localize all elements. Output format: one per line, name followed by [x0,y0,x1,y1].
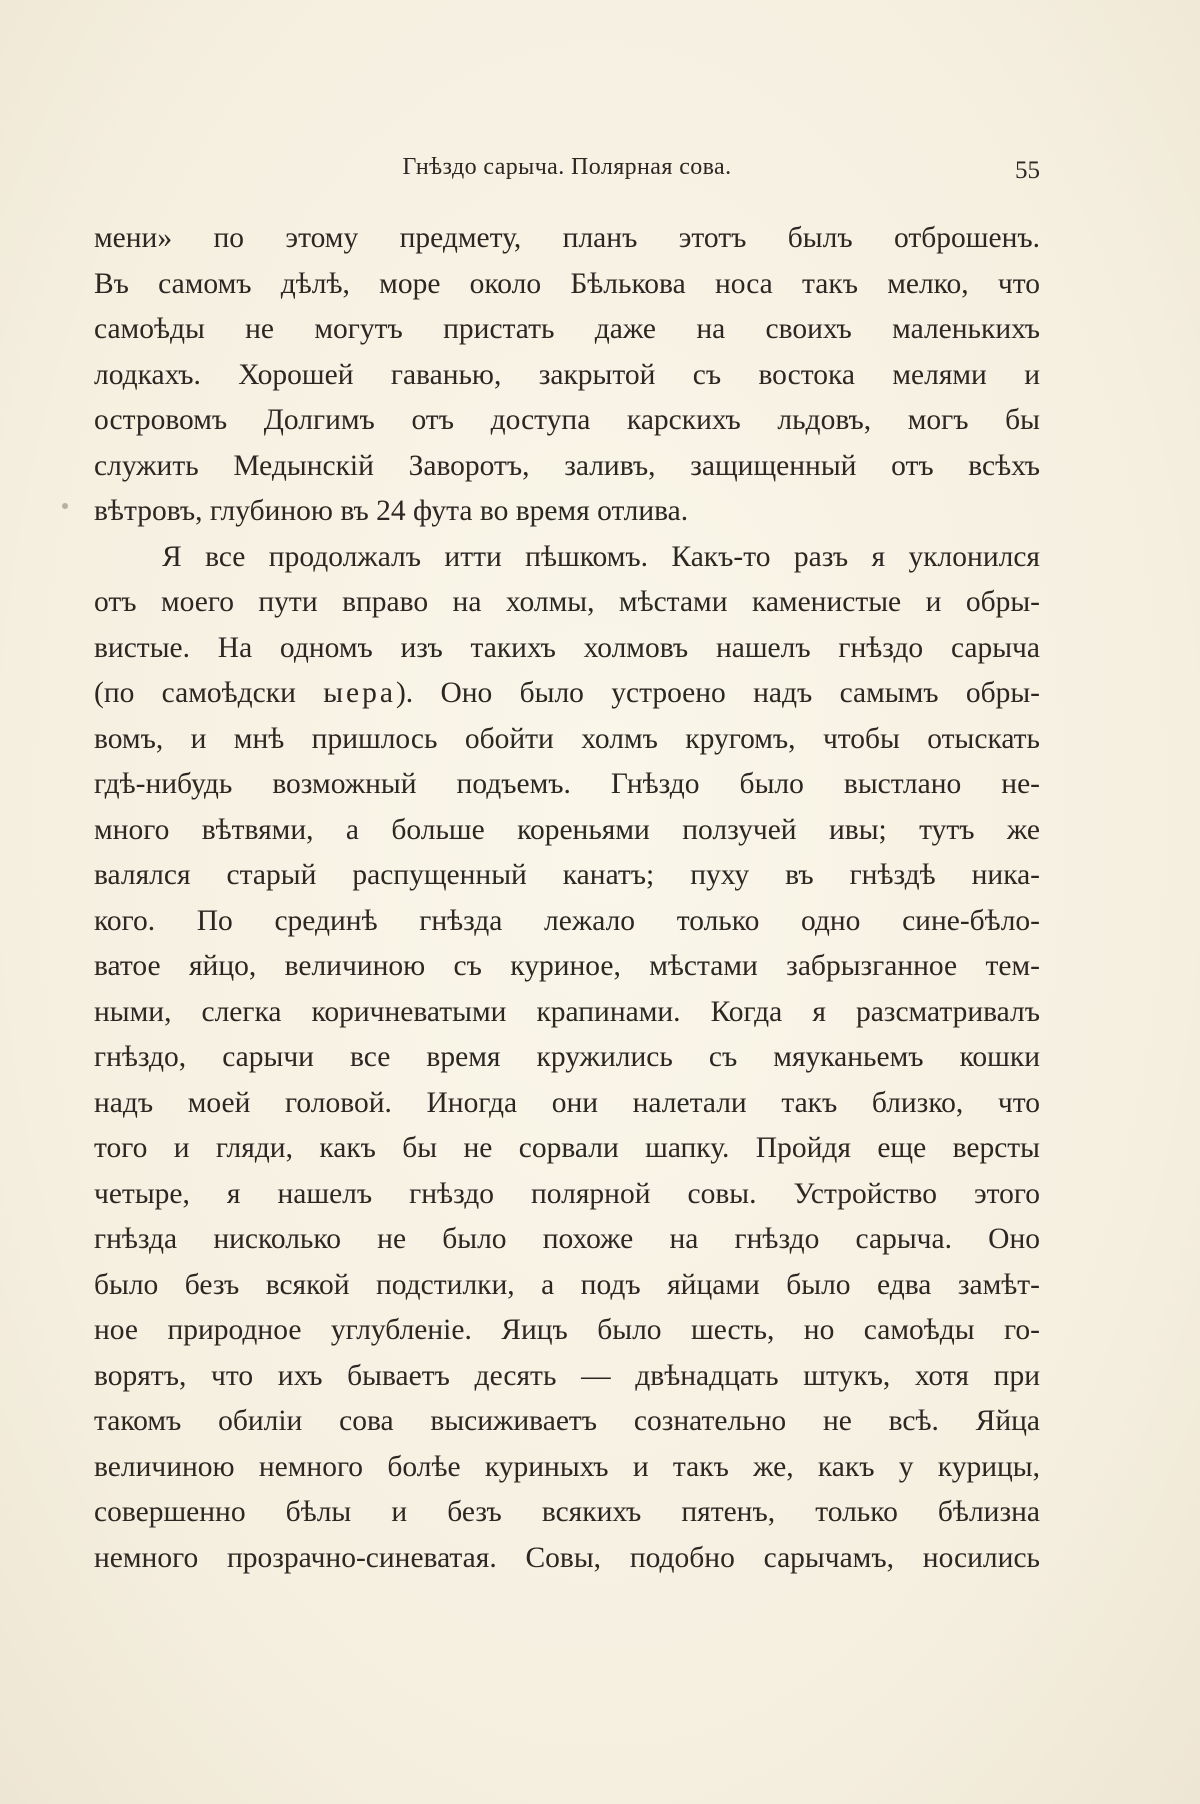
text-line: ными, слегка коричневатыми крапинами. Когда я разсматривалъ [94,995,1040,1028]
text-line: служить Медынскій Заворотъ, заливъ, защищенный отъ всѣхъ [94,449,1040,482]
page-number: 55 [1015,157,1040,184]
text-line: было безъ всякой подстилки, а подъ яйцами было едва замѣт- [94,1268,1040,1301]
text-line-samoed [94,671,1040,717]
text-line: гнѣздо, сарычи все время кружились съ мяуканьемъ кошки [94,1041,1040,1073]
text-line: ворятъ, что ихъ бываетъ десять — двѣнадцать штукъ, хотя при [94,1359,1040,1392]
body-text [94,216,1040,1581]
text-line: гнѣзда нисколько не было похоже на гнѣздо сарыча. Оно [94,1223,1040,1255]
text-line: такомъ обиліи сова высиживаетъ сознательно не всѣ. Яйца [94,1405,1040,1437]
text-line: кого. По срединѣ гнѣзда лежало только одно сине-бѣло- [94,904,1040,937]
text-line: самоѣды не могутъ пристать даже на своихъ маленькихъ [94,313,1040,345]
running-head [94,150,1040,184]
text-line: лодкахъ. Хорошей гаванью, закрытой съ востока мелями и [94,358,1040,391]
text-line: гдѣ-нибудь возможный подъемъ. Гнѣздо было выстлано не- [94,768,1040,800]
samoed-word: ыера [323,677,396,709]
text-line: немного прозрачно-синеватая. Совы, подобно сарычамъ, носились [94,1541,1040,1574]
text-line: отъ моего пути вправо на холмы, мѣстами каменистые и обры- [94,586,1040,618]
text-line: того и гляди, какъ бы не сорвали шапку. Пройдя еще версты [94,1132,1040,1164]
margin-speck [62,503,68,509]
text-line: четыре, я нашелъ гнѣздо полярной совы. Устройство этого [94,1177,1040,1210]
text-line: величиною немного болѣе куриныхъ и такъ же, какъ у курицы, [94,1450,1040,1483]
text-fragment: (по самоѣдски [94,677,324,709]
text-line: мени» по этому предмету, планъ этотъ былъ отброшенъ. [94,222,1040,254]
text-line: вистые. На одномъ изъ такихъ холмовъ нашелъ гнѣздо сарыча [94,631,1040,664]
text-line: Въ самомъ дѣлѣ, море около Бѣлькова носа такъ мелко, что [94,267,1040,300]
text-line: ватое яйцо, величиною съ куриное, мѣстами забрызганное тем- [94,950,1040,982]
running-title: Гнѣздо сарыча. Полярная сова. [402,154,732,180]
text-line: валялся старый распущенный канатъ; пуху въ гнѣздѣ ника- [94,859,1040,891]
text-line: много вѣтвями, а больше кореньями ползучей ивы; тутъ же [94,813,1040,846]
text-line: Я все продолжалъ итти пѣшкомъ. Какъ-то разъ я уклонился [162,540,1040,573]
text-line: островомъ Долгимъ отъ доступа карскихъ льдовъ, могъ бы [94,404,1040,436]
text-fragment: ). Оно было устроено надъ самымъ обры- [395,677,1040,709]
text-line: надъ моей головой. Иногда они налетали такъ близко, что [94,1086,1040,1119]
text-line: совершенно бѣлы и безъ всякихъ пятенъ, только бѣлизна [94,1496,1040,1528]
text-line: ное природное углубленіе. Яицъ было шесть, но самоѣды го- [94,1314,1040,1346]
text-line: вомъ, и мнѣ пришлось обойти холмъ кругомъ, чтобы отыскать [94,722,1040,755]
text-line: вѣтровъ, глубиною въ 24 фута во время отлива. [94,495,689,527]
